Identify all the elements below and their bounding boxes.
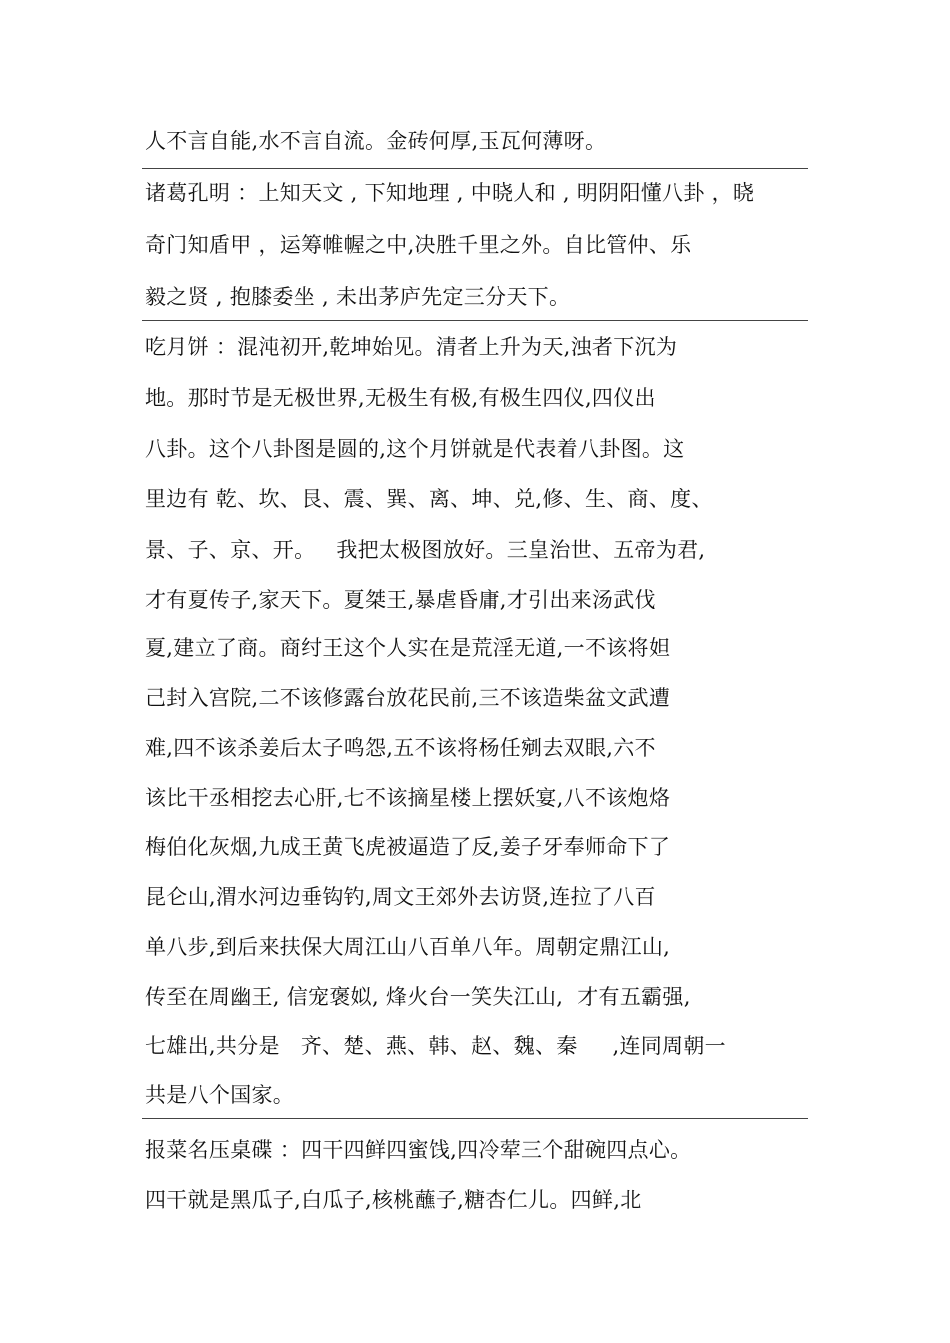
text-line: 单八步,到后来扶保大周江山八百单八年。周朝定鼎江山, xyxy=(145,935,671,959)
text-line: 共是八个国家。 xyxy=(145,1083,295,1107)
text-line: 八卦。这个八卦图是圆的,这个月饼就是代表着八卦图。这 xyxy=(145,437,685,461)
text-line: 四干就是黑瓜子,白瓜子,核桃蘸子,糖杏仁儿。四鲜,北 xyxy=(145,1188,642,1212)
text-line: 奇门知盾甲 ，运筹帷幄之中,决胜千里之外。自比管仲、乐 xyxy=(145,233,692,257)
text-line: 己封入宫院,二不该修露台放花民前,三不该造柴盆文武遭 xyxy=(145,686,671,710)
text-line: 七雄出,共分是 齐、楚、燕、韩、赵、魏、秦 ,连同周朝一 xyxy=(145,1034,726,1058)
text-line: 人不言自能,水不言自流。金砖何厚,玉瓦何薄呀。 xyxy=(145,129,607,153)
section-divider xyxy=(142,168,808,169)
text-line: 报菜名压桌碟 ：四干四鲜四蜜饯,四冷荤三个甜碗四点心。 xyxy=(145,1138,692,1162)
text-line: 传至在周幽王, 信宠褒姒, 烽火台一笑失江山, 才有五霸强, xyxy=(145,985,691,1009)
text-line: 里边有 乾、坎、艮、震、巽、离、坤、兑,修、生、商、度、 xyxy=(145,487,713,511)
text-line: 诸葛孔明 ：上知天文 , 下知地理 , 中晓人和 , 明阴阳懂八卦 ，晓 xyxy=(145,181,755,205)
text-line: 吃月饼 ：混沌初开,乾坤始见。清者上升为天,浊者下沉为 xyxy=(145,335,678,359)
text-line: 才有夏传子,家天下。夏桀王,暴虐昏庸,才引出来汤武伐 xyxy=(145,588,656,612)
section-divider xyxy=(142,1118,808,1119)
text-line: 夏,建立了商。商纣王这个人实在是荒淫无道,一不该将妲 xyxy=(145,636,671,660)
text-line: 难,四不该杀姜后太子鸣怨,五不该将杨任剜去双眼,六不 xyxy=(145,736,656,760)
text-line: 昆仑山,渭水河边垂钩钓,周文王郊外去访贤,连拉了八百 xyxy=(145,885,656,909)
text-line: 景、子、京、开。 我把太极图放好。三皇治世、五帝为君, xyxy=(145,538,706,562)
text-line: 梅伯化灰烟,九成王黄飞虎被逼造了反,姜子牙奉师命下了 xyxy=(145,835,671,859)
text-line: 该比干丞相挖去心肝,七不该摘星楼上摆妖宴,八不该炮烙 xyxy=(145,786,671,810)
text-line: 毅之贤 , 抱膝委坐 , 未出茅庐先定三分天下。 xyxy=(145,285,571,309)
text-line: 地。那时节是无极世界,无极生有极,有极生四仪,四仪出 xyxy=(145,386,656,410)
section-divider xyxy=(142,320,808,321)
